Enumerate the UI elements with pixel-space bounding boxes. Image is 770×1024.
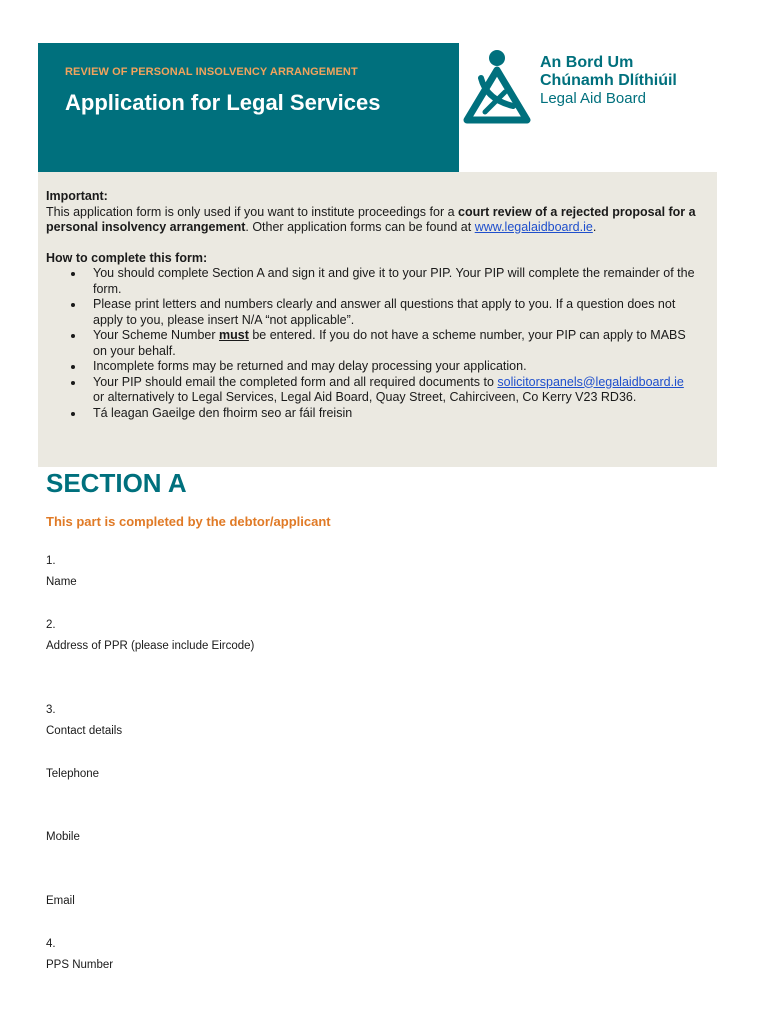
email-link[interactable]: solicitorspanels@legalaidboard.ie	[497, 374, 684, 389]
important-text-bold: court review of a rejected proposal for a personal insolvency arrangement	[46, 204, 696, 234]
name-field-label: Name	[46, 576, 77, 588]
address-field-label: Address of PPR (please include Eircode)	[46, 640, 255, 652]
logo-line-2: Chúnamh Dlíthiúil	[540, 72, 677, 89]
important-notice-content	[46, 189, 696, 421]
mobile-field-label: Mobile	[46, 831, 80, 843]
pps-number-field-label: PPS Number	[46, 959, 114, 971]
howto-list	[67, 266, 696, 421]
howto-item-3	[67, 328, 696, 359]
section-a-title: SECTION A	[46, 468, 187, 498]
howto-item-5-pre: Your PIP should email the completed form and all required documents to	[93, 374, 498, 389]
howto-heading: How to complete this form:	[46, 250, 208, 265]
important-notice-box	[38, 172, 717, 467]
howto-item-3-pre: Your Scheme Number	[93, 328, 219, 342]
howto-item-2: Please print letters and numbers clearly and answer all questions that apply to you. If a question does not apply to you, please insert N/A “not applicable”.	[67, 297, 696, 328]
website-link[interactable]: www.legalaidboard.ie	[474, 220, 593, 234]
question-1-number: 1.	[46, 555, 56, 567]
important-heading: Important:	[46, 189, 108, 203]
legal-aid-board-logo	[463, 48, 703, 126]
page-title: Application for Legal Services	[65, 90, 381, 115]
question-2-number: 2.	[46, 619, 56, 631]
header-kicker: REVIEW OF PERSONAL INSOLVENCY ARRANGEMENT	[65, 66, 358, 78]
important-text	[46, 205, 696, 236]
header-band	[38, 43, 459, 172]
contact-details-label: Contact details	[46, 725, 123, 737]
logo-line-3: Legal Aid Board	[540, 90, 646, 107]
telephone-field-label: Telephone	[46, 768, 100, 780]
question-4-number: 4.	[46, 938, 56, 950]
howto-item-3-must: must	[219, 328, 249, 342]
howto-item-4: Incomplete forms may be returned and may delay processing your application.	[67, 359, 696, 375]
logo-wordmark	[540, 54, 677, 108]
howto-item-3-post: be entered. If you do not have a scheme number, your PIP can apply to MABS on your behalf.	[93, 328, 686, 358]
important-text-1: This application form is only used if you want to institute proceedings for a	[46, 204, 459, 219]
legal-aid-board-logo-icon	[463, 48, 533, 124]
important-text-3: .	[592, 220, 597, 234]
howto-item-6: Tá leagan Gaeilge den fhoirm seo ar fáil freisin	[67, 406, 696, 422]
section-a-subtitle: This part is completed by the debtor/applicant	[46, 514, 331, 529]
logo-line-1: An Bord Um	[540, 54, 634, 71]
question-3-number: 3.	[46, 704, 56, 716]
howto-item-5-post: or alternatively to Legal Services, Legal Aid Board, Quay Street, Cahirciveen, Co Kerry V23 RD36.	[93, 390, 637, 404]
howto-item-1: You should complete Section A and sign it and give it to your PIP. Your PIP will complete the remainder of the form.	[67, 266, 696, 297]
email-field-label: Email	[46, 895, 75, 907]
important-text-2: . Other application forms can be found at	[245, 220, 475, 234]
howto-item-5	[67, 375, 696, 406]
